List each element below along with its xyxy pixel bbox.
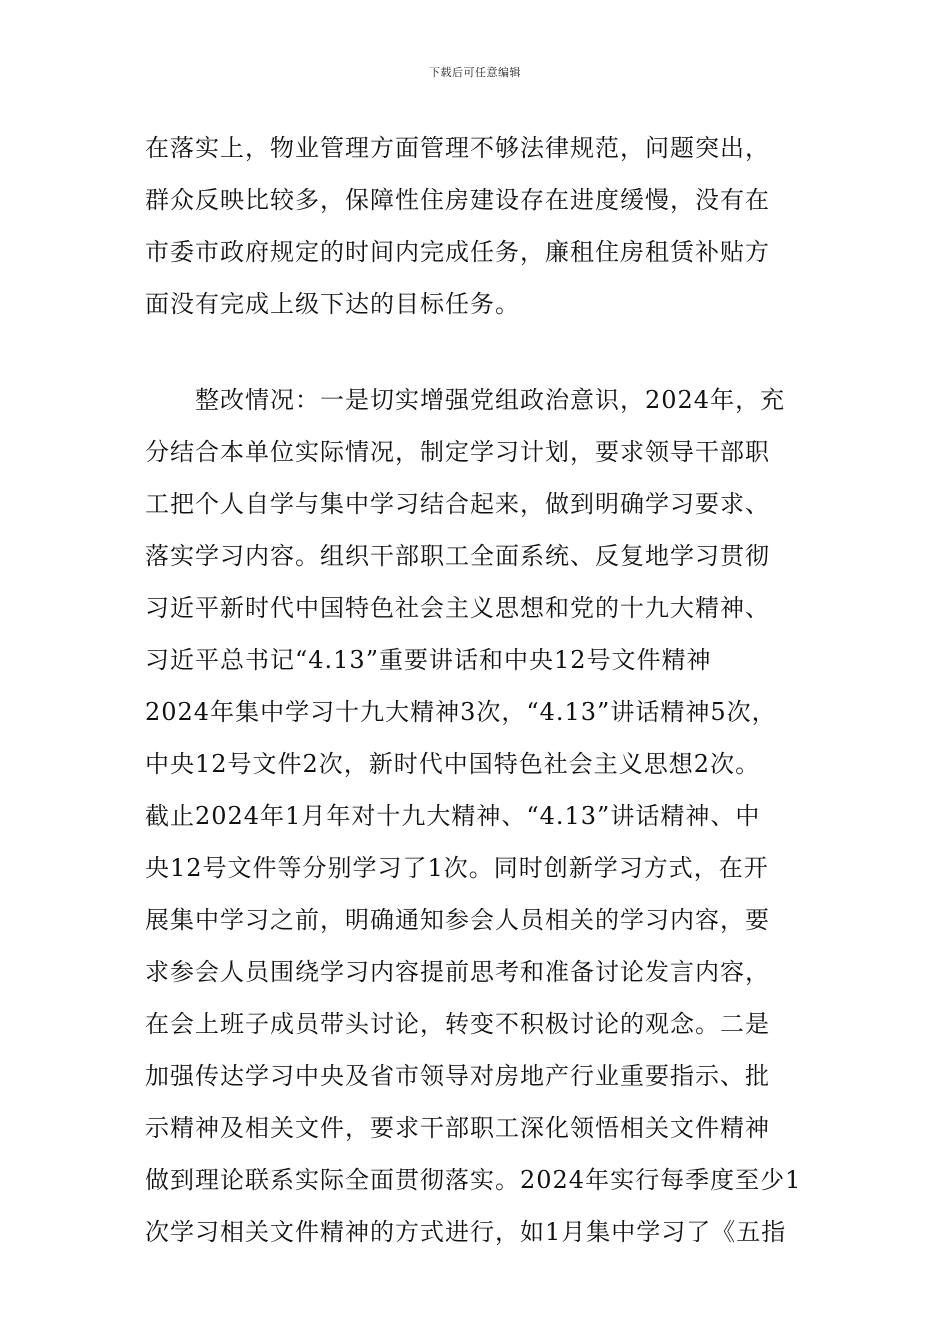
text-line: 在落实上，物业管理方面管理不够法律规范，问题突出，: [145, 134, 770, 162]
text-line: 整改情况：一是切实增强党组政治意识，2024年，充: [145, 386, 786, 414]
text-line: 市委市政府规定的时间内完成任务，廉租住房租赁补贴方: [145, 238, 770, 266]
text-line: 加强传达学习中央及省市领导对房地产行业重要指示、批: [145, 1062, 770, 1090]
paragraph-problems: [145, 122, 825, 330]
text-line: 央12号文件等分别学习了1次。同时创新学习方式，在开: [145, 854, 769, 882]
text-line: 落实学习内容。组织干部职工全面系统、反复地学习贯彻: [145, 542, 770, 570]
text-line: 2024年集中学习十九大精神3次，“4.13”讲话精神5次，: [145, 698, 777, 726]
text-line: 群众反映比较多，保障性住房建设存在进度缓慢，没有在: [145, 186, 770, 214]
text-line: 求参会人员围绕学习内容提前思考和准备讨论发言内容，: [145, 958, 770, 986]
text-line: 展集中学习之前，明确通知参会人员相关的学习内容，要: [145, 906, 770, 934]
page-header-note: 下载后可任意编辑: [429, 66, 521, 79]
paragraph-rectification: [145, 374, 825, 1258]
text-line: 示精神及相关文件，要求干部职工深化领悟相关文件精神: [145, 1114, 770, 1142]
text-line: 分结合本单位实际情况，制定学习计划，要求领导干部职: [145, 438, 770, 466]
text-line: 面没有完成上级下达的目标任务。: [145, 290, 520, 318]
text-line: 习近平总书记“4.13”重要讲话和中央12号文件精神: [145, 646, 712, 674]
text-line: 在会上班子成员带头讨论，转变不积极讨论的观念。二是: [145, 1010, 770, 1038]
text-line: 习近平新时代中国特色社会主义思想和党的十九大精神、: [145, 594, 770, 622]
text-line: 截止2024年1月年对十九大精神、“4.13”讲话精神、中: [145, 802, 761, 830]
text-line: 中央12号文件2次，新时代中国特色社会主义思想2次。: [145, 750, 761, 778]
text-line: 做到理论联系实际全面贯彻落实。2024年实行每季度至少1: [145, 1166, 802, 1194]
text-line: 次学习相关文件精神的方式进行，如1月集中学习了《五指: [145, 1218, 787, 1246]
text-line: 工把个人自学与集中学习结合起来，做到明确学习要求、: [145, 490, 770, 518]
